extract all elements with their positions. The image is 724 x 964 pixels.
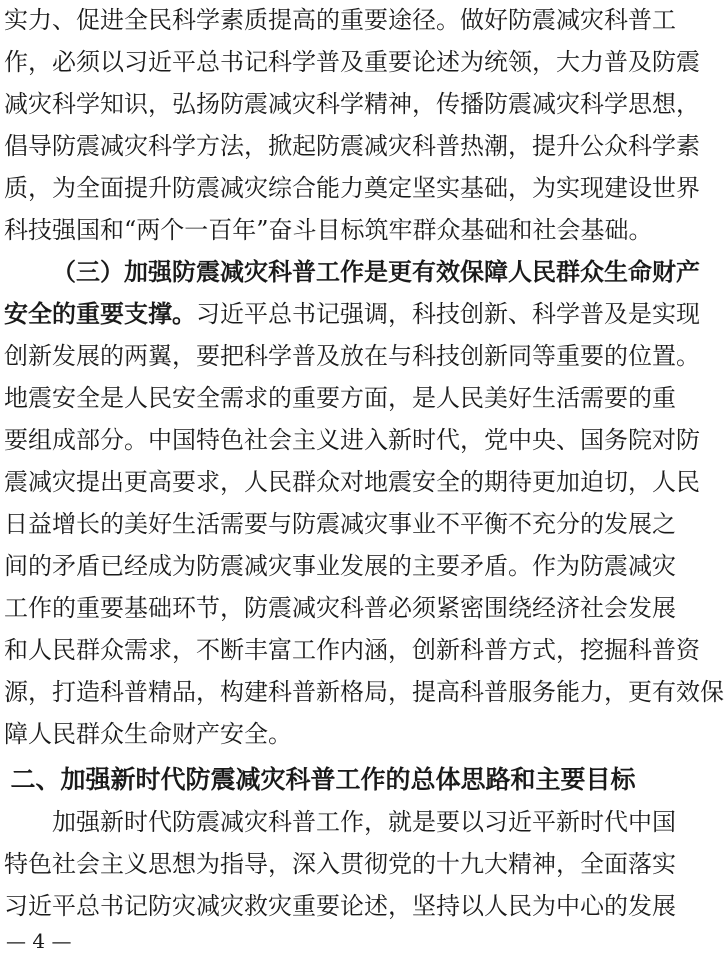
paragraph-1-line: 作，必须以习近平总书记科学普及重要论述为统领，大力普及防震 xyxy=(4,48,700,76)
paragraph-2-line: 震减灾提出更高要求，人民群众对地震安全的期待更加迫切，人民 xyxy=(4,468,700,496)
paragraph-2-line-rest: 习近平总书记强调，科技创新、科学普及是实现 xyxy=(196,300,700,328)
paragraph-2-line: 要组成部分。中国特色社会主义进入新时代，党中央、国务院对防 xyxy=(4,426,700,454)
page-number: — 4 — xyxy=(6,929,72,953)
paragraph-1-line: 科技强国和“两个一百年”奋斗目标筑牢群众基础和社会基础。 xyxy=(4,216,653,244)
paragraph-2-line: 障人民群众生命财产安全。 xyxy=(4,720,292,748)
paragraph-2-line: 间的矛盾已经成为防震减灾事业发展的主要矛盾。作为防震减灾 xyxy=(4,552,676,580)
paragraph-2-line: 和人民群众需求，不断丰富工作内涵，创新科普方式，挖掘科普资 xyxy=(4,636,700,664)
paragraph-2-line: 创新发展的两翼，要把科学普及放在与科技创新同等重要的位置。 xyxy=(4,342,700,370)
paragraph-1-line: 实力、促进全民科学素质提高的重要途径。做好防震减灾科普工 xyxy=(4,6,676,34)
paragraph-3-line: 习近平总书记防灾减灾救灾重要论述，坚持以人民为中心的发展 xyxy=(4,892,676,920)
paragraph-2-line xyxy=(4,294,700,334)
paragraph-2-line: 地震安全是人民安全需求的重要方面，是人民美好生活需要的重 xyxy=(4,384,676,412)
paragraph-1-line: 倡导防震减灾科学方法，掀起防震减灾科普热潮，提升公众科学素 xyxy=(4,132,700,160)
paragraph-3-line: 加强新时代防震减灾科普工作，就是要以习近平新时代中国 xyxy=(52,808,676,836)
paragraph-2-line: 日益增长的美好生活需要与防震减灾事业不平衡不充分的发展之 xyxy=(4,510,676,538)
paragraph-2-lead-end: 安全的重要支撑。 xyxy=(4,299,196,328)
paragraph-1-line: 减灾科学知识，弘扬防震减灾科学精神，传播防震减灾科学思想， xyxy=(4,90,700,118)
section-heading: 二、加强新时代防震减灾科普工作的总体思路和主要目标 xyxy=(10,765,636,794)
paragraph-1-line: 质，为全面提升防震减灾综合能力奠定坚实基础，为实现建设世界 xyxy=(4,174,700,202)
paragraph-2-line: 源，打造科普精品，构建科普新格局，提高科普服务能力，更有效保 xyxy=(4,678,724,706)
paragraph-2-lead: （三）加强防震减灾科普工作是更有效保障人民群众生命财产 xyxy=(52,257,700,286)
paragraph-3-line: 特色社会主义思想为指导，深入贯彻党的十九大精神，全面落实 xyxy=(4,850,676,878)
paragraph-2-line: 工作的重要基础环节，防震减灾科普必须紧密围绕经济社会发展 xyxy=(4,594,676,622)
